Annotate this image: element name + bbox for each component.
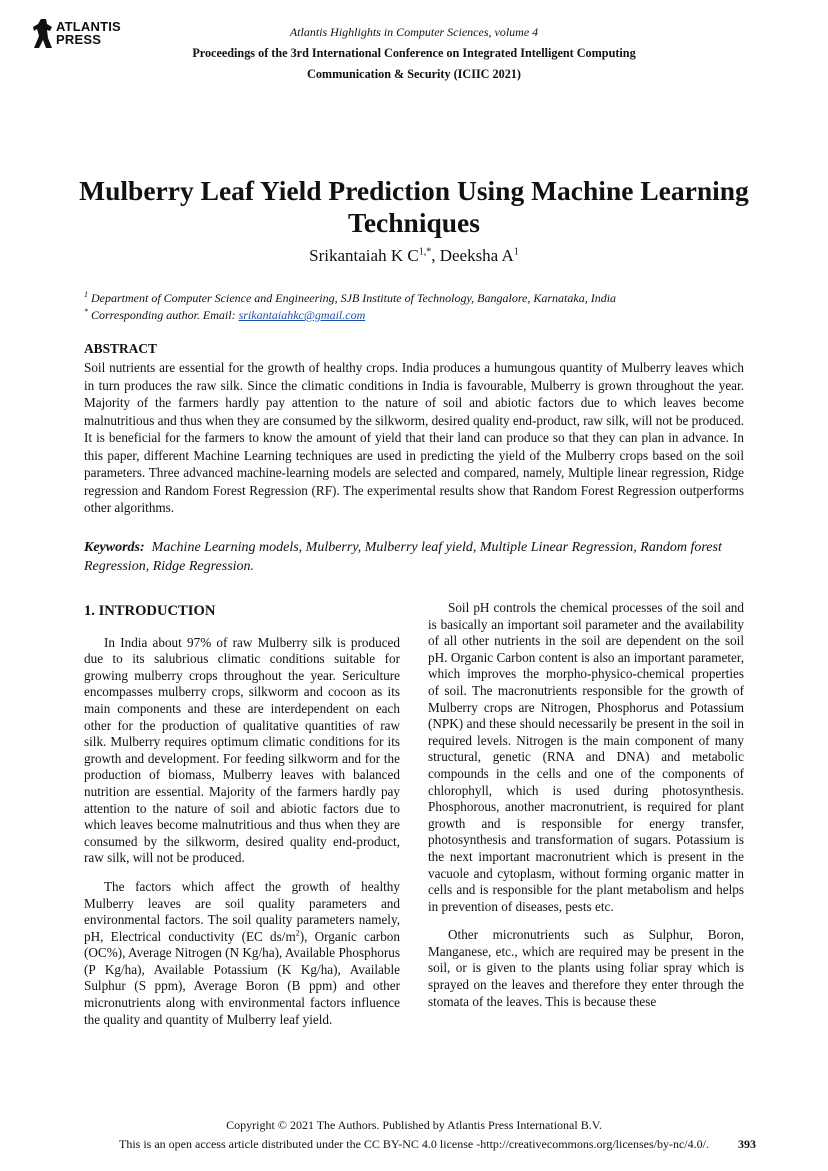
author-affiliation-mark: 1,* (418, 246, 432, 258)
corresponding-label: Corresponding author. Email: (91, 308, 239, 322)
abstract-text: Soil nutrients are essential for the growth of healthy crops. India produces a humungous quantity of Mulberry leaves which in turn produces the raw silk. Since the climatic conditions in India is favourable, Mulberry is grown throughout the year. Majority of the farmers hardly pay attention to the nature of soil and abiotic factors due to which leaves become malnutritious and thus when they are consumed by the silkworm, desired quality end-product, raw silk, will not be produced. It is beneficial for the farmers to know the amount of yield that their land can produce so that they can plan in advance. In this paper, different Machine Learning techniques are used in predicting the yield of the Mulberry crops based on the soil parameters. Three advanced machine-learning models are selected and compared, namely, Multiple linear regression, Ridge regression and Random Forest Regression (RF). The experimental results show that Random Forest Regression outperforms other algorithms. (84, 360, 744, 515)
section-heading: 1. INTRODUCTION (84, 603, 216, 619)
paragraph-text: ), Organic carbon (OC%), Average Nitrogen (N Kg/ha), Available Phosphorus (P Kg/ha), Available Potassium (K Kg/ha), Available Sulphur (S ppm), Average Boron (B ppm) and other micronutrients along with environmental factors influence the quality and quantity of Mulberry leaf yield. (84, 928, 400, 1027)
corresponding-author (84, 307, 764, 323)
paragraph-text: The factors which affect the growth of healthy Mulberry leaves are soil quality parameters and environmental factors. The soil quality parameters namely, pH, Electrical conductivity (EC ds/m (84, 878, 400, 944)
logo-line-2: PRESS (56, 32, 102, 47)
paragraph (84, 879, 400, 1028)
copyright-line: Copyright © 2021 The Authors. Published by Atlantis Press International B.V. (226, 1118, 602, 1132)
author-name: Srikantaiah K C (309, 246, 419, 265)
affiliation-text: Department of Computer Science and Engineering, SJB Institute of Technology, Bangalore, Karnataka, India (91, 291, 617, 305)
body-left-column (84, 600, 400, 1040)
corresponding-mark: * (84, 307, 88, 316)
abstract-heading: ABSTRACT (84, 341, 157, 356)
keywords-text: Machine Learning models, Mulberry, Mulberry leaf yield, Multiple Linear Regression, Random forest Regression, Ridge Regression. (84, 540, 722, 574)
author-affiliation-mark: 1 (513, 246, 519, 258)
superscript: 2 (295, 928, 300, 938)
page-number: 393 (738, 1137, 756, 1151)
proceedings-line-2: Communication & Security (ICIIC 2021) (307, 67, 521, 81)
keywords (84, 538, 744, 576)
author-separator: , (431, 246, 440, 265)
series-title: Atlantis Highlights in Computer Sciences, volume 4 (289, 25, 539, 39)
affiliation-mark: 1 (84, 290, 88, 299)
affiliation (84, 290, 764, 306)
paragraph: Soil pH controls the chemical processes of the soil and is basically an important soil parameter and the availability of all other nutrients in the soil are dependent on the soil pH. Organic Carbon content is also an important parameter, which improves the morpho-physico-chemical properties of soil. The macronutrients responsible for the growth of Mulberry crops are Nitrogen, Phosphorus and Potassium (NPK) and these should necessarily be present in the soil in required levels. Nitrogen is the main component of many structural, genetic (RNA and DNA) and metabolic compounds in the cells and one of the components of chlorophyll, which is used during photosynthesis. Phosphorous, another macronutrient, is required for plant growth and is responsible for energy transfer, photosynthesis and transformation of sugars. Potassium is the next important macronutrient which is present in the vacuole and cytoplasm, without forming organic matter in cells and is responsible for the plant metabolism and helps in prevention of diseases, pests etc. (428, 600, 744, 914)
paper-title: Mulberry Leaf Yield Prediction Using Machine Learning Techniques (79, 175, 749, 238)
proceedings-line-1: Proceedings of the 3rd International Conference on Integrated Intelligent Computing (192, 46, 636, 60)
logo-line-1: ATLANTIS (56, 19, 121, 34)
body-right-column (428, 600, 744, 1022)
author-list (0, 246, 828, 266)
author-email-link[interactable]: srikantaiahkc@gmail.com (238, 308, 366, 322)
author-name: Deeksha A (439, 246, 514, 265)
paragraph: Other micronutrients such as Sulphur, Boron, Manganese, etc., which are required may be present in the soil, or is given to the plants using foliar spray which is sprayed on the leaves and therefore they enter through the stomata of the leaves. This is because these (428, 927, 744, 1009)
paragraph: In India about 97% of raw Mulberry silk is produced due to its salubrious climatic conditions suitable for growing mulberry crops throughout the year. Sericulture encompasses mulberry crops, silkworm and cocoon as its main components and these are interdependent on each other for the production of qualitative quantities of raw silk. Mulberry requires optimum climatic conditions for its growth and development. For feeding silkworm and for the production of biomass, Mulberry leaves with balanced nutrition are essential. Majority of the farmers hardly pay attention to the nature of soil and abiotic factors due to which leaves become malnutritious and thus when they are consumed by the silkworm, desired quality end-product, raw silk, will not be produced. (84, 634, 400, 866)
keywords-label: Keywords: (84, 540, 145, 555)
license-line: This is an open access article distributed under the CC BY-NC 4.0 license -http://creativecommons.org/licenses/by-nc/4.0/. (119, 1137, 709, 1151)
